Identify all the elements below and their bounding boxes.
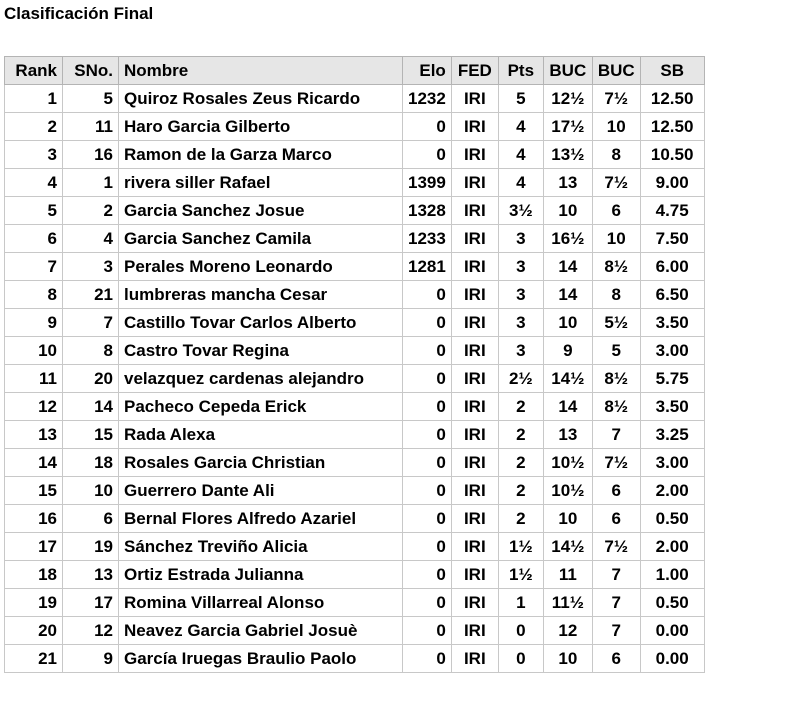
cell-pts: 0	[498, 617, 543, 645]
cell-sno: 3	[63, 253, 119, 281]
cell-buc-1: 12	[543, 617, 592, 645]
cell-sno: 8	[63, 337, 119, 365]
cell-buc-2: 7	[592, 421, 640, 449]
cell-name: Guerrero Dante Ali	[119, 477, 403, 505]
cell-sno: 13	[63, 561, 119, 589]
cell-pts: 3	[498, 309, 543, 337]
table-row	[5, 561, 705, 589]
cell-sb: 12.50	[640, 85, 704, 113]
cell-name: Romina Villarreal Alonso	[119, 589, 403, 617]
cell-sno: 19	[63, 533, 119, 561]
cell-rank: 20	[5, 617, 63, 645]
cell-sno: 1	[63, 169, 119, 197]
table-row	[5, 589, 705, 617]
cell-rank: 9	[5, 309, 63, 337]
cell-fed: IRI	[451, 225, 498, 253]
cell-sb: 9.00	[640, 169, 704, 197]
cell-rank: 2	[5, 113, 63, 141]
cell-buc-1: 10½	[543, 477, 592, 505]
cell-fed: IRI	[451, 561, 498, 589]
table-row	[5, 309, 705, 337]
cell-pts: 4	[498, 113, 543, 141]
cell-buc-1: 13	[543, 169, 592, 197]
cell-sb: 0.00	[640, 617, 704, 645]
cell-elo: 0	[403, 449, 452, 477]
cell-sb: 1.00	[640, 561, 704, 589]
cell-sno: 10	[63, 477, 119, 505]
cell-name: Quiroz Rosales Zeus Ricardo	[119, 85, 403, 113]
cell-sno: 6	[63, 505, 119, 533]
cell-rank: 14	[5, 449, 63, 477]
cell-buc-2: 7	[592, 589, 640, 617]
cell-rank: 13	[5, 421, 63, 449]
cell-elo: 1399	[403, 169, 452, 197]
cell-pts: 4	[498, 141, 543, 169]
cell-buc-1: 14½	[543, 365, 592, 393]
cell-buc-1: 10	[543, 645, 592, 673]
col-header-pts: Pts	[498, 57, 543, 85]
cell-rank: 3	[5, 141, 63, 169]
cell-buc-1: 10	[543, 197, 592, 225]
cell-pts: 3½	[498, 197, 543, 225]
cell-name: rivera siller Rafael	[119, 169, 403, 197]
cell-sb: 3.00	[640, 449, 704, 477]
cell-elo: 0	[403, 365, 452, 393]
standings-body	[5, 85, 705, 673]
cell-sno: 9	[63, 645, 119, 673]
cell-name: Castro Tovar Regina	[119, 337, 403, 365]
cell-buc-2: 8	[592, 141, 640, 169]
cell-buc-2: 8½	[592, 253, 640, 281]
table-row	[5, 449, 705, 477]
cell-buc-2: 7½	[592, 449, 640, 477]
cell-rank: 18	[5, 561, 63, 589]
standings-table	[4, 56, 705, 673]
cell-sb: 12.50	[640, 113, 704, 141]
cell-name: Rosales Garcia Christian	[119, 449, 403, 477]
cell-name: García Iruegas Braulio Paolo	[119, 645, 403, 673]
cell-sno: 5	[63, 85, 119, 113]
cell-rank: 1	[5, 85, 63, 113]
cell-rank: 8	[5, 281, 63, 309]
table-row	[5, 113, 705, 141]
cell-sno: 4	[63, 225, 119, 253]
cell-buc-1: 10½	[543, 449, 592, 477]
cell-rank: 16	[5, 505, 63, 533]
cell-sb: 10.50	[640, 141, 704, 169]
cell-fed: IRI	[451, 309, 498, 337]
cell-pts: 2	[498, 393, 543, 421]
cell-elo: 0	[403, 505, 452, 533]
cell-name: Castillo Tovar Carlos Alberto	[119, 309, 403, 337]
table-row	[5, 645, 705, 673]
cell-sno: 18	[63, 449, 119, 477]
cell-buc-1: 13	[543, 421, 592, 449]
table-row	[5, 421, 705, 449]
cell-name: Ortiz Estrada Julianna	[119, 561, 403, 589]
cell-pts: 3	[498, 281, 543, 309]
cell-sno: 17	[63, 589, 119, 617]
cell-rank: 7	[5, 253, 63, 281]
cell-fed: IRI	[451, 85, 498, 113]
cell-elo: 0	[403, 533, 452, 561]
cell-rank: 12	[5, 393, 63, 421]
cell-name: Ramon de la Garza Marco	[119, 141, 403, 169]
cell-elo: 0	[403, 421, 452, 449]
cell-buc-1: 17½	[543, 113, 592, 141]
header-row	[5, 57, 705, 85]
cell-elo: 0	[403, 617, 452, 645]
cell-pts: 5	[498, 85, 543, 113]
cell-elo: 0	[403, 113, 452, 141]
table-row	[5, 393, 705, 421]
cell-rank: 15	[5, 477, 63, 505]
cell-name: Perales Moreno Leonardo	[119, 253, 403, 281]
cell-fed: IRI	[451, 645, 498, 673]
table-row	[5, 85, 705, 113]
cell-elo: 0	[403, 561, 452, 589]
table-row	[5, 253, 705, 281]
cell-rank: 19	[5, 589, 63, 617]
cell-name: Garcia Sanchez Josue	[119, 197, 403, 225]
cell-name: Neavez Garcia Gabriel Josuè	[119, 617, 403, 645]
table-row	[5, 365, 705, 393]
cell-buc-1: 12½	[543, 85, 592, 113]
cell-pts: 1½	[498, 533, 543, 561]
table-row	[5, 169, 705, 197]
cell-buc-2: 8½	[592, 365, 640, 393]
cell-fed: IRI	[451, 337, 498, 365]
cell-buc-1: 14	[543, 393, 592, 421]
cell-pts: 2	[498, 505, 543, 533]
cell-sno: 12	[63, 617, 119, 645]
table-row	[5, 225, 705, 253]
cell-elo: 0	[403, 589, 452, 617]
cell-buc-2: 7½	[592, 533, 640, 561]
col-header-name: Nombre	[119, 57, 403, 85]
cell-sb: 3.00	[640, 337, 704, 365]
cell-elo: 1232	[403, 85, 452, 113]
cell-sb: 6.00	[640, 253, 704, 281]
cell-elo: 1328	[403, 197, 452, 225]
cell-name: velazquez cardenas alejandro	[119, 365, 403, 393]
cell-buc-2: 10	[592, 225, 640, 253]
cell-buc-1: 9	[543, 337, 592, 365]
cell-sb: 6.50	[640, 281, 704, 309]
col-header-sb: SB	[640, 57, 704, 85]
cell-sno: 7	[63, 309, 119, 337]
cell-fed: IRI	[451, 617, 498, 645]
col-header-elo: Elo	[403, 57, 452, 85]
cell-pts: 3	[498, 337, 543, 365]
cell-rank: 5	[5, 197, 63, 225]
cell-sb: 0.50	[640, 589, 704, 617]
cell-buc-2: 7	[592, 561, 640, 589]
cell-sb: 5.75	[640, 365, 704, 393]
cell-sb: 7.50	[640, 225, 704, 253]
cell-pts: 1½	[498, 561, 543, 589]
cell-elo: 0	[403, 141, 452, 169]
cell-pts: 3	[498, 225, 543, 253]
cell-name: Sánchez Treviño Alicia	[119, 533, 403, 561]
cell-sb: 3.50	[640, 309, 704, 337]
cell-pts: 1	[498, 589, 543, 617]
cell-buc-1: 11	[543, 561, 592, 589]
cell-name: Rada Alexa	[119, 421, 403, 449]
cell-buc-2: 7½	[592, 85, 640, 113]
cell-rank: 11	[5, 365, 63, 393]
cell-fed: IRI	[451, 449, 498, 477]
cell-sno: 20	[63, 365, 119, 393]
cell-pts: 2	[498, 449, 543, 477]
table-row	[5, 505, 705, 533]
cell-fed: IRI	[451, 505, 498, 533]
col-header-fed: FED	[451, 57, 498, 85]
cell-name: Garcia Sanchez Camila	[119, 225, 403, 253]
cell-elo: 1233	[403, 225, 452, 253]
cell-fed: IRI	[451, 169, 498, 197]
cell-elo: 0	[403, 393, 452, 421]
cell-buc-1: 14½	[543, 533, 592, 561]
cell-sno: 11	[63, 113, 119, 141]
cell-sno: 2	[63, 197, 119, 225]
cell-rank: 21	[5, 645, 63, 673]
cell-rank: 10	[5, 337, 63, 365]
cell-fed: IRI	[451, 365, 498, 393]
cell-buc-1: 10	[543, 505, 592, 533]
cell-sno: 14	[63, 393, 119, 421]
cell-sb: 3.50	[640, 393, 704, 421]
cell-elo: 0	[403, 281, 452, 309]
cell-buc-2: 5½	[592, 309, 640, 337]
cell-buc-2: 6	[592, 197, 640, 225]
cell-buc-2: 7½	[592, 169, 640, 197]
cell-buc-1: 14	[543, 281, 592, 309]
cell-pts: 2	[498, 421, 543, 449]
cell-elo: 0	[403, 477, 452, 505]
cell-buc-2: 6	[592, 505, 640, 533]
cell-sb: 0.50	[640, 505, 704, 533]
cell-buc-2: 8½	[592, 393, 640, 421]
cell-sb: 4.75	[640, 197, 704, 225]
cell-buc-2: 10	[592, 113, 640, 141]
cell-fed: IRI	[451, 533, 498, 561]
cell-pts: 3	[498, 253, 543, 281]
cell-rank: 4	[5, 169, 63, 197]
cell-rank: 17	[5, 533, 63, 561]
cell-fed: IRI	[451, 281, 498, 309]
cell-fed: IRI	[451, 477, 498, 505]
cell-fed: IRI	[451, 141, 498, 169]
table-row	[5, 477, 705, 505]
cell-elo: 0	[403, 645, 452, 673]
cell-buc-2: 6	[592, 477, 640, 505]
cell-buc-2: 8	[592, 281, 640, 309]
col-header-buc-2: BUC	[592, 57, 640, 85]
col-header-buc-1: BUC	[543, 57, 592, 85]
cell-fed: IRI	[451, 253, 498, 281]
cell-buc-2: 6	[592, 645, 640, 673]
cell-fed: IRI	[451, 113, 498, 141]
table-row	[5, 533, 705, 561]
cell-buc-1: 14	[543, 253, 592, 281]
cell-buc-1: 10	[543, 309, 592, 337]
cell-fed: IRI	[451, 393, 498, 421]
cell-name: Pacheco Cepeda Erick	[119, 393, 403, 421]
cell-sb: 0.00	[640, 645, 704, 673]
cell-elo: 0	[403, 309, 452, 337]
cell-pts: 2½	[498, 365, 543, 393]
cell-fed: IRI	[451, 197, 498, 225]
cell-buc-2: 7	[592, 617, 640, 645]
table-row	[5, 337, 705, 365]
cell-name: Bernal Flores Alfredo Azariel	[119, 505, 403, 533]
cell-buc-1: 13½	[543, 141, 592, 169]
cell-elo: 1281	[403, 253, 452, 281]
cell-sb: 2.00	[640, 477, 704, 505]
cell-sb: 3.25	[640, 421, 704, 449]
table-row	[5, 197, 705, 225]
col-header-sno: SNo.	[63, 57, 119, 85]
cell-buc-1: 16½	[543, 225, 592, 253]
cell-name: Haro Garcia Gilberto	[119, 113, 403, 141]
cell-name: lumbreras mancha Cesar	[119, 281, 403, 309]
cell-rank: 6	[5, 225, 63, 253]
cell-buc-1: 11½	[543, 589, 592, 617]
col-header-rank: Rank	[5, 57, 63, 85]
cell-sb: 2.00	[640, 533, 704, 561]
cell-sno: 15	[63, 421, 119, 449]
table-row	[5, 281, 705, 309]
cell-pts: 2	[498, 477, 543, 505]
cell-sno: 21	[63, 281, 119, 309]
cell-sno: 16	[63, 141, 119, 169]
cell-fed: IRI	[451, 589, 498, 617]
cell-fed: IRI	[451, 421, 498, 449]
page-title: Clasificación Final	[4, 4, 154, 23]
cell-pts: 0	[498, 645, 543, 673]
cell-pts: 4	[498, 169, 543, 197]
table-row	[5, 141, 705, 169]
cell-buc-2: 5	[592, 337, 640, 365]
cell-elo: 0	[403, 337, 452, 365]
table-row	[5, 617, 705, 645]
